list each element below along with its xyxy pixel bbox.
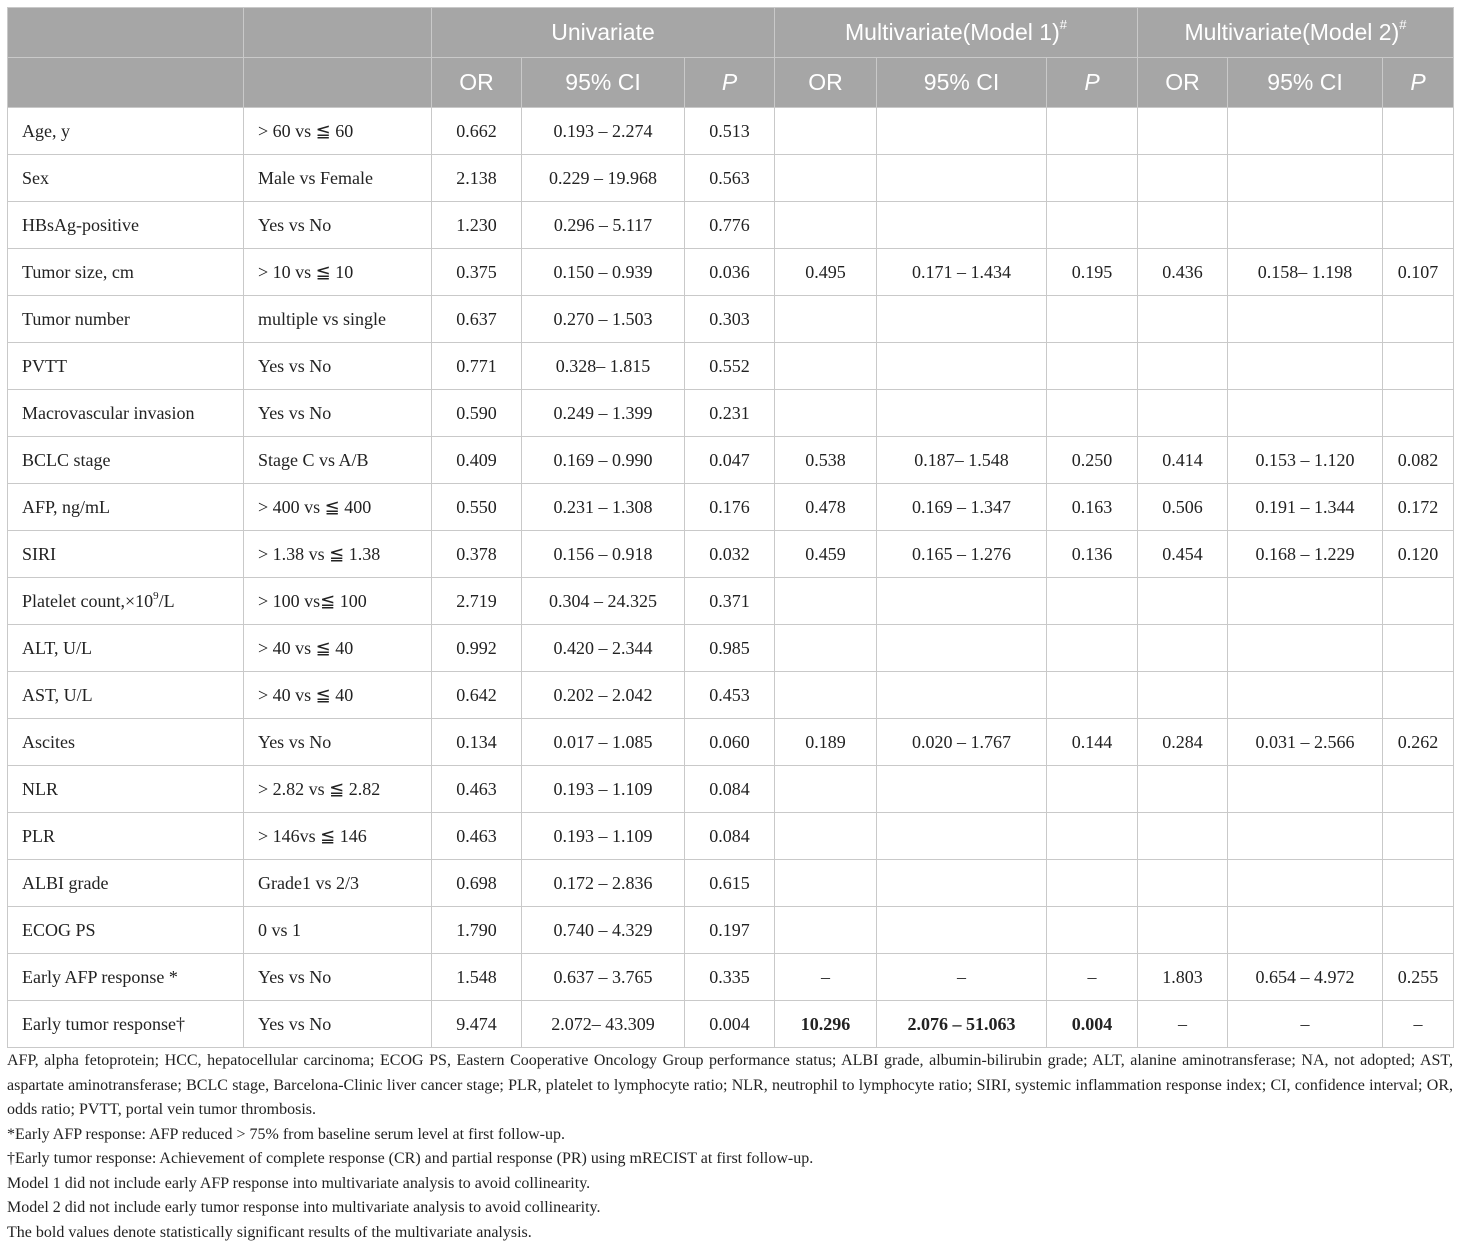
model2-or-cell xyxy=(1138,390,1228,437)
model1-p-cell xyxy=(1047,578,1138,625)
footnote-model1: Model 1 did not include early AFP response into multivariate analysis to avoid collinearity. xyxy=(7,1174,591,1192)
model2-or-cell: 0.454 xyxy=(1138,531,1228,578)
variable-cell xyxy=(8,1001,244,1048)
model1-or-cell xyxy=(775,813,877,860)
model1-ci-cell xyxy=(877,860,1047,907)
univariate-or-cell: 1.230 xyxy=(432,202,522,249)
table-row xyxy=(8,390,1454,437)
model2-p-cell: 0.082 xyxy=(1383,437,1454,484)
univariate-or-cell: 0.463 xyxy=(432,766,522,813)
variable-label: Macrovascular invasion xyxy=(22,402,195,423)
model2-p-cell: 0.262 xyxy=(1383,719,1454,766)
model2-or-cell xyxy=(1138,296,1228,343)
variable-label: BCLC stage xyxy=(22,449,111,470)
univariate-ci-cell: 0.172 – 2.836 xyxy=(522,860,685,907)
model2-p-cell xyxy=(1383,813,1454,860)
header-model1: Multivariate(Model 1)# xyxy=(775,8,1138,58)
variable-label: Tumor size, cm xyxy=(22,261,134,282)
model2-or-cell xyxy=(1138,907,1228,954)
model1-ci-cell xyxy=(877,155,1047,202)
header-uni-p: P xyxy=(685,58,775,108)
footnote-abbreviations: AFP, alpha fetoprotein; HCC, hepatocellular carcinoma; ECOG PS, Eastern Cooperative Oncology Group performance status; ALBI grade, albumin-bilirubin grade; ALT, alanine aminotransferase; NA, not adopted; AST, aspartate aminotransferase; BCLC stage, Barcelona-Clinic liver cancer stage; PLR, platelet to lymphocyte ratio; NLR, neutrophil to lymphocyte ratio; SIRI, systemic inflammation response index; CI, confidence interval; OR, odds ratio; PVTT, portal vein tumor thrombosis. xyxy=(7,1052,1453,1118)
model1-p-cell: 0.163 xyxy=(1047,484,1138,531)
variable-cell xyxy=(8,390,244,437)
univariate-p-cell: 0.303 xyxy=(685,296,775,343)
model2-or-cell xyxy=(1138,202,1228,249)
model2-ci-cell xyxy=(1228,625,1383,672)
variable-cell xyxy=(8,202,244,249)
model1-p-cell xyxy=(1047,296,1138,343)
variable-suffix: /L xyxy=(158,590,175,611)
univariate-p-cell: 0.776 xyxy=(685,202,775,249)
model2-ci-cell: – xyxy=(1228,1001,1383,1048)
model2-p-cell xyxy=(1383,390,1454,437)
model2-p-cell: 0.107 xyxy=(1383,249,1454,296)
model1-p-cell xyxy=(1047,108,1138,155)
univariate-or-cell: 0.378 xyxy=(432,531,522,578)
table-row xyxy=(8,155,1454,202)
variable-label: Early tumor response† xyxy=(22,1013,185,1034)
model1-p-cell: 0.004 xyxy=(1047,1001,1138,1048)
univariate-p-cell: 0.453 xyxy=(685,672,775,719)
model2-or-cell xyxy=(1138,813,1228,860)
univariate-or-cell: 0.698 xyxy=(432,860,522,907)
model2-ci-cell xyxy=(1228,155,1383,202)
univariate-or-cell: 0.134 xyxy=(432,719,522,766)
variable-label: Age, y xyxy=(22,120,70,141)
variable-label: PVTT xyxy=(22,355,67,376)
model1-ci-cell xyxy=(877,907,1047,954)
model1-p-cell xyxy=(1047,672,1138,719)
model1-p-cell: 0.144 xyxy=(1047,719,1138,766)
table-row xyxy=(8,813,1454,860)
model2-ci-cell xyxy=(1228,296,1383,343)
footnote-afp-response: *Early AFP response: AFP reduced > 75% from baseline serum level at first follow-up. xyxy=(7,1125,565,1143)
univariate-p-cell: 0.552 xyxy=(685,343,775,390)
model1-p-cell xyxy=(1047,813,1138,860)
header-m1-or: OR xyxy=(775,58,877,108)
table-row xyxy=(8,907,1454,954)
model2-p-cell: 0.120 xyxy=(1383,531,1454,578)
comparison-cell: > 146vs ≦ 146 xyxy=(244,813,432,860)
model2-p-cell xyxy=(1383,907,1454,954)
variable-label: HBsAg-positive xyxy=(22,214,139,235)
comparison-cell: Yes vs No xyxy=(244,954,432,1001)
table-row xyxy=(8,531,1454,578)
model1-or-cell: 0.189 xyxy=(775,719,877,766)
model1-ci-cell: 2.076 – 51.063 xyxy=(877,1001,1047,1048)
model2-or-cell xyxy=(1138,860,1228,907)
univariate-ci-cell: 0.420 – 2.344 xyxy=(522,625,685,672)
footnote-model2: Model 2 did not include early tumor response into multivariate analysis to avoid collinearity. xyxy=(7,1199,601,1216)
header-m2-p: P xyxy=(1383,58,1454,108)
univariate-p-cell: 0.563 xyxy=(685,155,775,202)
model1-p-cell: 0.250 xyxy=(1047,437,1138,484)
model2-p-cell xyxy=(1383,296,1454,343)
model2-ci-cell xyxy=(1228,860,1383,907)
comparison-cell: > 10 vs ≦ 10 xyxy=(244,249,432,296)
model2-or-cell: 0.506 xyxy=(1138,484,1228,531)
univariate-ci-cell: 0.017 – 1.085 xyxy=(522,719,685,766)
model2-ci-cell xyxy=(1228,108,1383,155)
univariate-ci-cell: 0.169 – 0.990 xyxy=(522,437,685,484)
model2-ci-cell xyxy=(1228,578,1383,625)
univariate-p-cell: 0.032 xyxy=(685,531,775,578)
model2-ci-cell: 0.168 – 1.229 xyxy=(1228,531,1383,578)
variable-cell xyxy=(8,108,244,155)
variable-cell xyxy=(8,766,244,813)
model2-or-cell xyxy=(1138,155,1228,202)
table-row xyxy=(8,672,1454,719)
univariate-or-cell: 0.662 xyxy=(432,108,522,155)
model1-or-cell: 0.538 xyxy=(775,437,877,484)
model1-ci-cell: 0.165 – 1.276 xyxy=(877,531,1047,578)
univariate-ci-cell: 0.231 – 1.308 xyxy=(522,484,685,531)
univariate-ci-cell: 0.304 – 24.325 xyxy=(522,578,685,625)
univariate-p-cell: 0.060 xyxy=(685,719,775,766)
header-group-row xyxy=(8,8,1454,58)
model1-ci-cell xyxy=(877,108,1047,155)
model1-p-cell xyxy=(1047,202,1138,249)
univariate-p-cell: 0.197 xyxy=(685,907,775,954)
variable-cell xyxy=(8,343,244,390)
comparison-cell: > 40 vs ≦ 40 xyxy=(244,672,432,719)
comparison-cell: > 40 vs ≦ 40 xyxy=(244,625,432,672)
univariate-p-cell: 0.335 xyxy=(685,954,775,1001)
model1-ci-cell xyxy=(877,578,1047,625)
footnote-tumor-response: †Early tumor response: Achievement of complete response (CR) and partial response (PR) using mRECIST at first follow-up. xyxy=(7,1150,814,1167)
model1-or-cell xyxy=(775,860,877,907)
header-column-row xyxy=(8,58,1454,108)
variable-label: Platelet count,×10 xyxy=(22,590,154,611)
univariate-or-cell: 2.138 xyxy=(432,155,522,202)
comparison-cell: 0 vs 1 xyxy=(244,907,432,954)
model2-p-cell xyxy=(1383,578,1454,625)
table-body xyxy=(8,108,1454,1048)
comparison-cell: Yes vs No xyxy=(244,202,432,249)
univariate-ci-cell: 0.270 – 1.503 xyxy=(522,296,685,343)
model1-ci-cell xyxy=(877,343,1047,390)
model2-or-cell: – xyxy=(1138,1001,1228,1048)
model1-ci-cell: 0.187– 1.548 xyxy=(877,437,1047,484)
model1-p-cell xyxy=(1047,625,1138,672)
model1-or-cell xyxy=(775,155,877,202)
univariate-or-cell: 0.992 xyxy=(432,625,522,672)
model2-ci-cell xyxy=(1228,766,1383,813)
model1-p-cell xyxy=(1047,766,1138,813)
model2-ci-cell xyxy=(1228,672,1383,719)
model2-ci-cell xyxy=(1228,202,1383,249)
model1-p-cell xyxy=(1047,390,1138,437)
model2-ci-cell xyxy=(1228,390,1383,437)
univariate-or-cell: 1.790 xyxy=(432,907,522,954)
model2-or-cell xyxy=(1138,766,1228,813)
univariate-ci-cell: 0.150 – 0.939 xyxy=(522,249,685,296)
model2-ci-cell: 0.191 – 1.344 xyxy=(1228,484,1383,531)
table-row xyxy=(8,719,1454,766)
variable-label: AST, U/L xyxy=(22,684,93,705)
model1-ci-cell: 0.020 – 1.767 xyxy=(877,719,1047,766)
table-container xyxy=(7,7,1453,1245)
variable-label: NLR xyxy=(22,778,58,799)
model1-p-cell: 0.195 xyxy=(1047,249,1138,296)
variable-cell xyxy=(8,672,244,719)
model1-or-cell xyxy=(775,343,877,390)
model1-p-cell: – xyxy=(1047,954,1138,1001)
model2-p-cell: 0.172 xyxy=(1383,484,1454,531)
model1-p-cell xyxy=(1047,907,1138,954)
variable-label: Tumor number xyxy=(22,308,130,329)
model1-or-cell: 0.459 xyxy=(775,531,877,578)
header-m1-ci: 95% CI xyxy=(877,58,1047,108)
model1-ci-cell: 0.171 – 1.434 xyxy=(877,249,1047,296)
variable-label: Sex xyxy=(22,167,49,188)
univariate-ci-cell: 0.193 – 1.109 xyxy=(522,813,685,860)
model2-or-cell: 1.803 xyxy=(1138,954,1228,1001)
variable-cell xyxy=(8,625,244,672)
model1-ci-cell xyxy=(877,672,1047,719)
comparison-cell: Yes vs No xyxy=(244,343,432,390)
univariate-or-cell: 0.771 xyxy=(432,343,522,390)
model1-p-cell xyxy=(1047,860,1138,907)
model1-ci-cell xyxy=(877,390,1047,437)
variable-cell xyxy=(8,860,244,907)
variable-cell xyxy=(8,249,244,296)
model2-ci-cell: 0.153 – 1.120 xyxy=(1228,437,1383,484)
model1-or-cell: 0.478 xyxy=(775,484,877,531)
model1-or-cell xyxy=(775,108,877,155)
header-blank-variable-2 xyxy=(8,58,244,108)
model2-ci-cell: 0.158– 1.198 xyxy=(1228,249,1383,296)
variable-cell xyxy=(8,155,244,202)
model2-ci-cell xyxy=(1228,907,1383,954)
table-row xyxy=(8,625,1454,672)
model1-or-cell xyxy=(775,907,877,954)
model2-p-cell xyxy=(1383,108,1454,155)
header-m1-p: P xyxy=(1047,58,1138,108)
univariate-p-cell: 0.513 xyxy=(685,108,775,155)
table-row xyxy=(8,1001,1454,1048)
model2-p-cell xyxy=(1383,860,1454,907)
comparison-cell: > 2.82 vs ≦ 2.82 xyxy=(244,766,432,813)
univariate-p-cell: 0.036 xyxy=(685,249,775,296)
variable-cell xyxy=(8,954,244,1001)
model1-ci-cell: 0.169 – 1.347 xyxy=(877,484,1047,531)
model1-or-cell xyxy=(775,766,877,813)
univariate-p-cell: 0.371 xyxy=(685,578,775,625)
univariate-or-cell: 0.463 xyxy=(432,813,522,860)
table-footnotes xyxy=(7,1049,1453,1245)
univariate-p-cell: 0.985 xyxy=(685,625,775,672)
header-model2: Multivariate(Model 2)# xyxy=(1138,8,1454,58)
model2-or-cell: 0.414 xyxy=(1138,437,1228,484)
variable-label: AFP, ng/mL xyxy=(22,496,111,517)
header-uni-or: OR xyxy=(432,58,522,108)
comparison-cell: Yes vs No xyxy=(244,1001,432,1048)
univariate-ci-cell: 0.637 – 3.765 xyxy=(522,954,685,1001)
model2-or-cell: 0.284 xyxy=(1138,719,1228,766)
model2-p-cell xyxy=(1383,672,1454,719)
comparison-cell: > 1.38 vs ≦ 1.38 xyxy=(244,531,432,578)
header-m2-or: OR xyxy=(1138,58,1228,108)
comparison-cell: Male vs Female xyxy=(244,155,432,202)
comparison-cell: > 100 vs≦ 100 xyxy=(244,578,432,625)
model1-or-cell: 0.495 xyxy=(775,249,877,296)
model1-or-cell: – xyxy=(775,954,877,1001)
univariate-ci-cell: 0.202 – 2.042 xyxy=(522,672,685,719)
univariate-or-cell: 0.550 xyxy=(432,484,522,531)
model2-or-cell xyxy=(1138,108,1228,155)
table-row xyxy=(8,343,1454,390)
table-row xyxy=(8,437,1454,484)
univariate-or-cell: 0.590 xyxy=(432,390,522,437)
model2-p-cell xyxy=(1383,155,1454,202)
table-row xyxy=(8,296,1454,343)
univariate-or-cell: 0.375 xyxy=(432,249,522,296)
univariate-ci-cell: 0.193 – 2.274 xyxy=(522,108,685,155)
header-blank-comparison xyxy=(244,8,432,58)
model2-ci-cell: 0.031 – 2.566 xyxy=(1228,719,1383,766)
univariate-p-cell: 0.084 xyxy=(685,766,775,813)
model1-or-cell xyxy=(775,296,877,343)
comparison-cell: Stage C vs A/B xyxy=(244,437,432,484)
model1-ci-cell xyxy=(877,766,1047,813)
table-row xyxy=(8,954,1454,1001)
table-row xyxy=(8,860,1454,907)
model1-p-cell: 0.136 xyxy=(1047,531,1138,578)
variable-cell xyxy=(8,719,244,766)
univariate-or-cell: 9.474 xyxy=(432,1001,522,1048)
univariate-p-cell: 0.084 xyxy=(685,813,775,860)
variable-label: ALBI grade xyxy=(22,872,109,893)
univariate-ci-cell: 0.296 – 5.117 xyxy=(522,202,685,249)
header-m2-ci: 95% CI xyxy=(1228,58,1383,108)
univariate-p-cell: 0.615 xyxy=(685,860,775,907)
univariate-ci-cell: 0.249 – 1.399 xyxy=(522,390,685,437)
comparison-cell: multiple vs single xyxy=(244,296,432,343)
variable-superscript: 9 xyxy=(153,589,159,602)
univariate-or-cell: 0.409 xyxy=(432,437,522,484)
comparison-cell: Yes vs No xyxy=(244,390,432,437)
table-row xyxy=(8,202,1454,249)
model2-p-cell xyxy=(1383,343,1454,390)
univariate-ci-cell: 0.193 – 1.109 xyxy=(522,766,685,813)
univariate-ci-cell: 0.229 – 19.968 xyxy=(522,155,685,202)
model1-p-cell xyxy=(1047,343,1138,390)
comparison-cell: > 400 vs ≦ 400 xyxy=(244,484,432,531)
model1-or-cell xyxy=(775,578,877,625)
model2-or-cell: 0.436 xyxy=(1138,249,1228,296)
model1-or-cell xyxy=(775,672,877,719)
header-blank-variable xyxy=(8,8,244,58)
model1-p-cell xyxy=(1047,155,1138,202)
variable-cell xyxy=(8,296,244,343)
model1-ci-cell xyxy=(877,813,1047,860)
model2-ci-cell: 0.654 – 4.972 xyxy=(1228,954,1383,1001)
header-blank-comparison-2 xyxy=(244,58,432,108)
variable-cell xyxy=(8,813,244,860)
footnote-bold: The bold values denote statistically significant results of the multivariate analysis. xyxy=(7,1223,532,1241)
model2-or-cell xyxy=(1138,672,1228,719)
table-row xyxy=(8,766,1454,813)
univariate-ci-cell: 0.328– 1.815 xyxy=(522,343,685,390)
model1-ci-cell xyxy=(877,296,1047,343)
variable-cell xyxy=(8,907,244,954)
model2-ci-cell xyxy=(1228,813,1383,860)
variable-cell xyxy=(8,531,244,578)
univariate-ci-cell: 2.072– 43.309 xyxy=(522,1001,685,1048)
model1-ci-cell: – xyxy=(877,954,1047,1001)
header-univariate: Univariate xyxy=(432,8,775,58)
model2-ci-cell xyxy=(1228,343,1383,390)
model1-or-cell: 10.296 xyxy=(775,1001,877,1048)
univariate-or-cell: 0.637 xyxy=(432,296,522,343)
model2-p-cell xyxy=(1383,766,1454,813)
univariate-p-cell: 0.176 xyxy=(685,484,775,531)
variable-label: SIRI xyxy=(22,543,57,564)
comparison-cell: Yes vs No xyxy=(244,719,432,766)
univariate-ci-cell: 0.740 – 4.329 xyxy=(522,907,685,954)
comparison-cell: > 60 vs ≦ 60 xyxy=(244,108,432,155)
variable-cell xyxy=(8,437,244,484)
variable-label: PLR xyxy=(22,825,56,846)
model1-or-cell xyxy=(775,390,877,437)
model1-ci-cell xyxy=(877,625,1047,672)
table-row xyxy=(8,484,1454,531)
model1-ci-cell xyxy=(877,202,1047,249)
variable-cell xyxy=(8,578,244,625)
regression-table xyxy=(7,7,1454,1048)
univariate-or-cell: 1.548 xyxy=(432,954,522,1001)
table-row xyxy=(8,249,1454,296)
variable-label: Ascites xyxy=(22,731,75,752)
model2-or-cell xyxy=(1138,625,1228,672)
variable-label: ECOG PS xyxy=(22,919,96,940)
model2-p-cell: – xyxy=(1383,1001,1454,1048)
univariate-p-cell: 0.004 xyxy=(685,1001,775,1048)
model2-or-cell xyxy=(1138,343,1228,390)
univariate-ci-cell: 0.156 – 0.918 xyxy=(522,531,685,578)
model2-p-cell: 0.255 xyxy=(1383,954,1454,1001)
table-row xyxy=(8,578,1454,625)
model1-or-cell xyxy=(775,202,877,249)
variable-label: ALT, U/L xyxy=(22,637,92,658)
univariate-or-cell: 0.642 xyxy=(432,672,522,719)
model2-or-cell xyxy=(1138,578,1228,625)
variable-label: Early AFP response * xyxy=(22,966,178,987)
model1-or-cell xyxy=(775,625,877,672)
variable-cell xyxy=(8,484,244,531)
univariate-or-cell: 2.719 xyxy=(432,578,522,625)
table-row xyxy=(8,108,1454,155)
header-uni-ci: 95% CI xyxy=(522,58,685,108)
univariate-p-cell: 0.231 xyxy=(685,390,775,437)
model2-p-cell xyxy=(1383,202,1454,249)
comparison-cell: Grade1 vs 2/3 xyxy=(244,860,432,907)
model2-p-cell xyxy=(1383,625,1454,672)
univariate-p-cell: 0.047 xyxy=(685,437,775,484)
